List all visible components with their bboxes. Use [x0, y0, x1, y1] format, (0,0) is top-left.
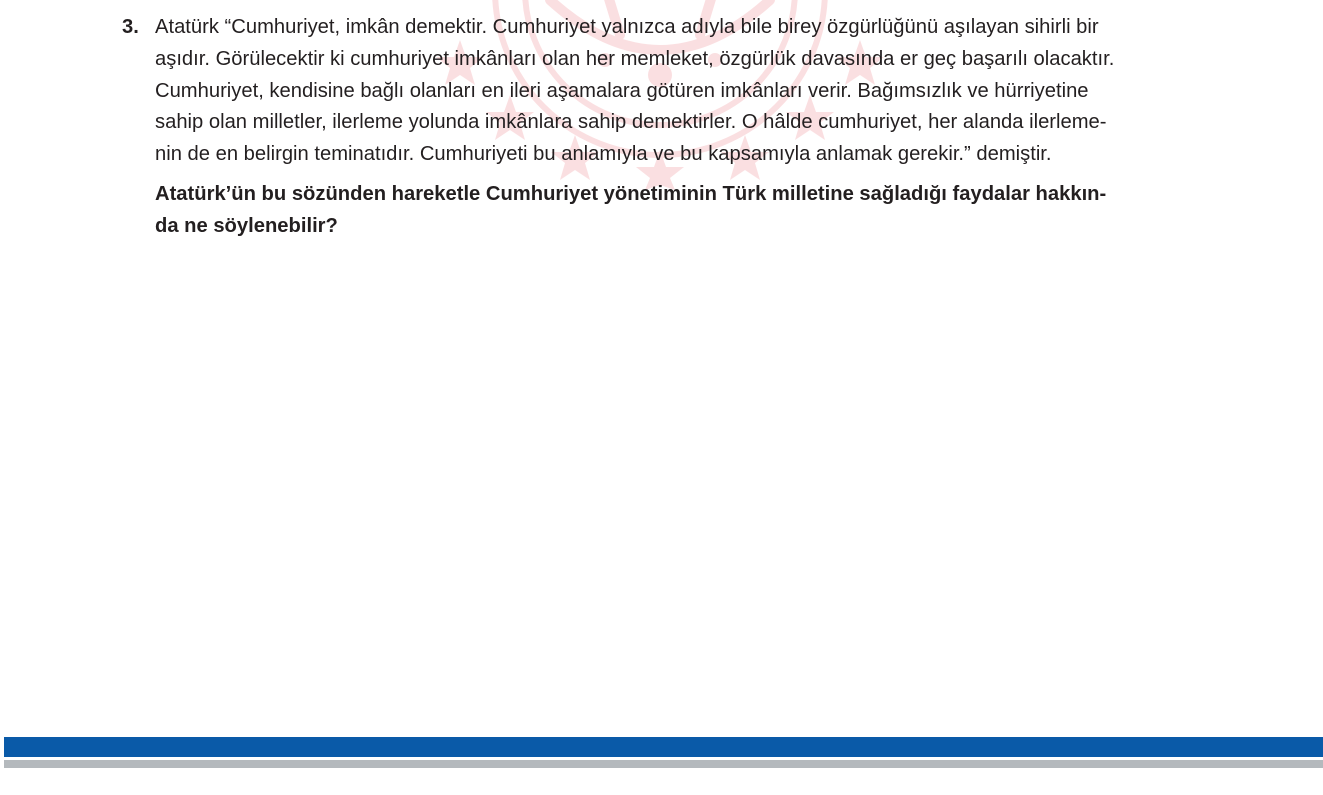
- quote-line: nin de en belirgin teminatıdır. Cumhuriyeti bu anlamıyla ve bu kapsamıyla anlamak gerekir.” demiştir.: [155, 143, 1052, 166]
- quote-line: sahip olan milletler, ilerleme yolunda imkânlara sahip demektirler. O hâlde cumhuriyet, her alanda ilerleme-: [155, 111, 1107, 134]
- quote-line: Cumhuriyet, kendisine bağlı olanları en ileri aşamalara götüren imkânları verir. Bağımsızlık ve hürriyetine: [155, 79, 1089, 102]
- quote-line: aşıdır. Görülecektir ki cumhuriyet imkânları olan her memleket, özgürlük davasında er geç başarılı olacaktır.: [155, 47, 1115, 70]
- question-3: [122, 12, 1222, 243]
- footer-blue-bar: [4, 737, 1323, 757]
- prompt-line: da ne söylenebilir?: [155, 214, 338, 237]
- quote-line: Atatürk “Cumhuriyet, imkân demektir. Cumhuriyet yalnızca adıyla bile birey özgürlüğünü aşılayan sihirli bir: [155, 16, 1099, 38]
- question-prompt: [155, 179, 1222, 243]
- footer-gray-bar: [4, 760, 1323, 768]
- question-body: [155, 12, 1222, 243]
- question-number: 3.: [122, 16, 139, 38]
- prompt-line: Atatürk’ün bu sözünden hareketle Cumhuriyet yönetiminin Türk milletine sağladığı faydalar hakkın-: [155, 182, 1107, 205]
